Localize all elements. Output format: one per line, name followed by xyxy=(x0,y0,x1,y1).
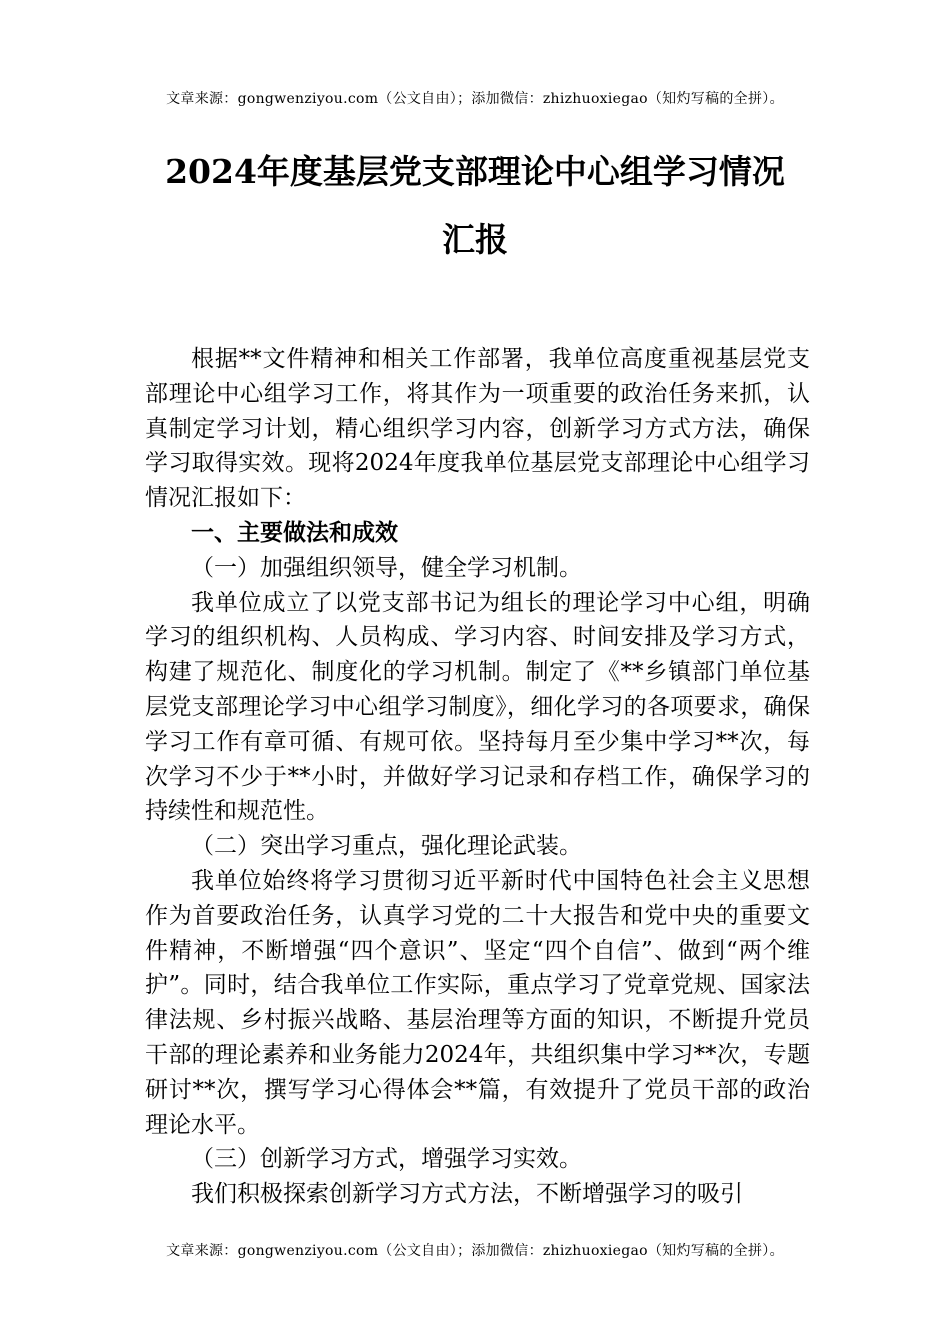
document-title-line-1: 2024年度基层党支部理论中心组学习情况 xyxy=(165,152,785,191)
subsection-paragraph-2: 我单位始终将学习贯彻习近平新时代中国特色社会主义思想作为首要政治任务，认真学习党的二十大报告和党中央的重要文件精神，不断增强“四个意识”、坚定“四个自信”、做到“两个维护”。同时，结合我单位工作实际，重点学习了党章党规、国家法律法规、乡村振兴战略、基层治理等方面的知识，不断提升党员干部的理论素养和业务能力2024年，共组织集中学习**次，专题研讨**次，撰写学习心得体会**篇，有效提升了党员干部的政治理论水平。 xyxy=(145,867,810,1138)
subsection-heading-3: （三）创新学习方式，增强学习实效。 xyxy=(191,1146,582,1173)
page-header-source: 文章来源：gongwenziyou.com（公文自由）；添加微信：zhizhuoxiegao（知灼写稿的全拼）。 xyxy=(166,91,784,107)
subsection-paragraph-3: 我们积极探索创新学习方式方法，不断增强学习的吸引 xyxy=(191,1181,743,1208)
subsection-heading-2: （二）突出学习重点，强化理论武装。 xyxy=(191,833,582,860)
section-heading-1: 一、主要做法和成效 xyxy=(191,519,398,546)
document-title-line-2: 汇报 xyxy=(442,220,508,259)
document-body xyxy=(145,342,810,1212)
intro-paragraph: 根据**文件精神和相关工作部署，我单位高度重视基层党支部理论中心组学习工作，将其作为一项重要的政治任务来抓，认真制定学习计划，精心组织学习内容，创新学习方式方法，确保学习取得实效。现将2024年度我单位基层党支部理论中心组学习情况汇报如下： xyxy=(145,346,810,512)
page-footer-source: 文章来源：gongwenziyou.com（公文自由）；添加微信：zhizhuoxiegao（知灼写稿的全拼）。 xyxy=(166,1243,784,1259)
subsection-heading-1: （一）加强组织领导，健全学习机制。 xyxy=(191,554,582,581)
subsection-paragraph-1: 我单位成立了以党支部书记为组长的理论学习中心组，明确学习的组织机构、人员构成、学习内容、时间安排及学习方式，构建了规范化、制度化的学习机制。制定了《**乡镇部门单位基层党支部理论学习中心组学习制度》，细化学习的各项要求，确保学习工作有章可循、有规可依。坚持每月至少集中学习**次，每次学习不少于**小时，并做好学习记录和存档工作，确保学习的持续性和规范性。 xyxy=(145,589,810,825)
